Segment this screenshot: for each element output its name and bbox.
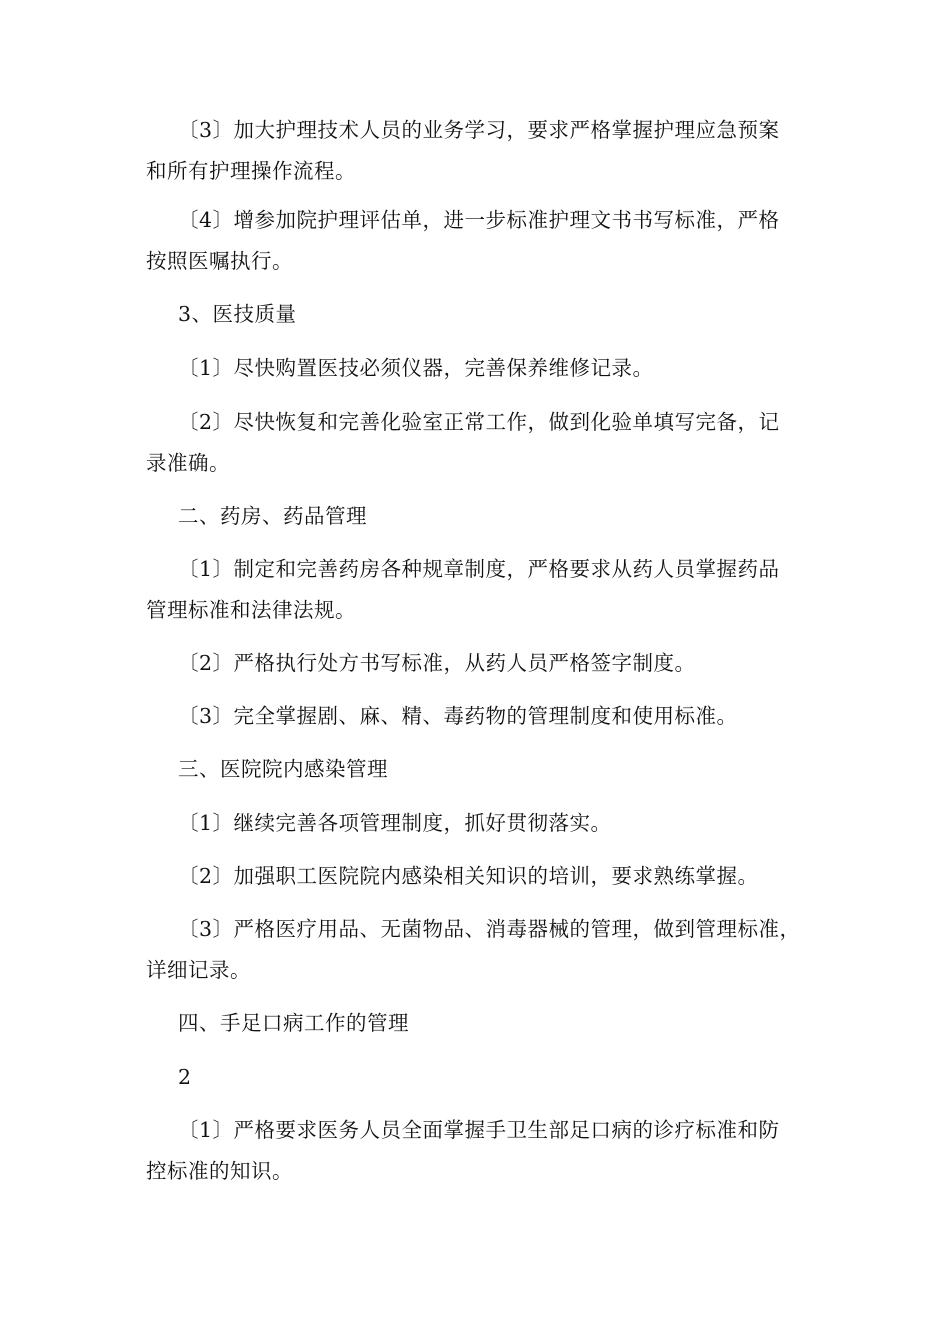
heading-infection-management xyxy=(146,749,806,790)
text-line: 〔4〕增参加院护理评估单，进一步标准护理文书书写标准，严格 xyxy=(178,208,780,232)
paragraph-pharmacy-item-3 xyxy=(146,696,806,737)
text-line: 〔3〕严格医疗用品、无菌物品、消毒器械的管理，做到管理标准， xyxy=(178,917,801,941)
text-line: 〔2〕加强职工医院院内感染相关知识的培训，要求熟练掌握。 xyxy=(178,864,759,888)
text-line: 〔2〕尽快恢复和完善化验室正常工作，做到化验单填写完备，记 xyxy=(178,410,780,434)
heading-hfmd-management xyxy=(146,1003,806,1044)
text-line: 2 xyxy=(178,1065,192,1089)
paragraph-pharmacy-item-2 xyxy=(146,643,806,684)
paragraph-infection-item-2 xyxy=(146,856,806,897)
paragraph-infection-item-3 xyxy=(146,909,806,991)
text-line: 二、药房、药品管理 xyxy=(178,504,367,528)
text-line: 按照医嘱执行。 xyxy=(146,249,293,273)
text-line: 〔1〕继续完善各项管理制度，抓好贯彻落实。 xyxy=(178,811,612,835)
text-line: 〔3〕加大护理技术人员的业务学习，要求严格掌握护理应急预案 xyxy=(178,118,780,142)
page-number xyxy=(146,1057,806,1098)
text-line: 〔1〕制定和完善药房各种规章制度，严格要求从药人员掌握药品 xyxy=(178,557,780,581)
text-line: 和所有护理操作流程。 xyxy=(146,159,356,183)
text-line: 〔2〕严格执行处方书写标准，从药人员严格签字制度。 xyxy=(178,651,696,675)
paragraph-hfmd-item-1 xyxy=(146,1110,806,1192)
text-line: 四、手足口病工作的管理 xyxy=(178,1011,409,1035)
paragraph-nursing-item-3 xyxy=(146,110,806,192)
paragraph-medtech-item-1 xyxy=(146,348,806,389)
heading-medical-tech-quality xyxy=(146,294,806,335)
heading-pharmacy-management xyxy=(146,496,806,537)
text-line: 录准确。 xyxy=(146,451,230,475)
text-line: 3、医技质量 xyxy=(178,302,297,326)
text-line: 详细记录。 xyxy=(146,958,251,982)
text-line: 〔1〕尽快购置医技必须仪器，完善保养维修记录。 xyxy=(178,356,654,380)
paragraph-nursing-item-4 xyxy=(146,200,806,282)
text-line: 控标准的知识。 xyxy=(146,1159,293,1183)
text-line: 〔3〕完全掌握剧、麻、精、毒药物的管理制度和使用标准。 xyxy=(178,704,738,728)
text-line: 管理标准和法律法规。 xyxy=(146,598,356,622)
paragraph-pharmacy-item-1 xyxy=(146,549,806,631)
text-line: 〔1〕严格要求医务人员全面掌握手卫生部足口病的诊疗标准和防 xyxy=(178,1118,780,1142)
text-line: 三、医院院内感染管理 xyxy=(178,757,388,781)
paragraph-infection-item-1 xyxy=(146,803,806,844)
paragraph-medtech-item-2 xyxy=(146,402,806,484)
